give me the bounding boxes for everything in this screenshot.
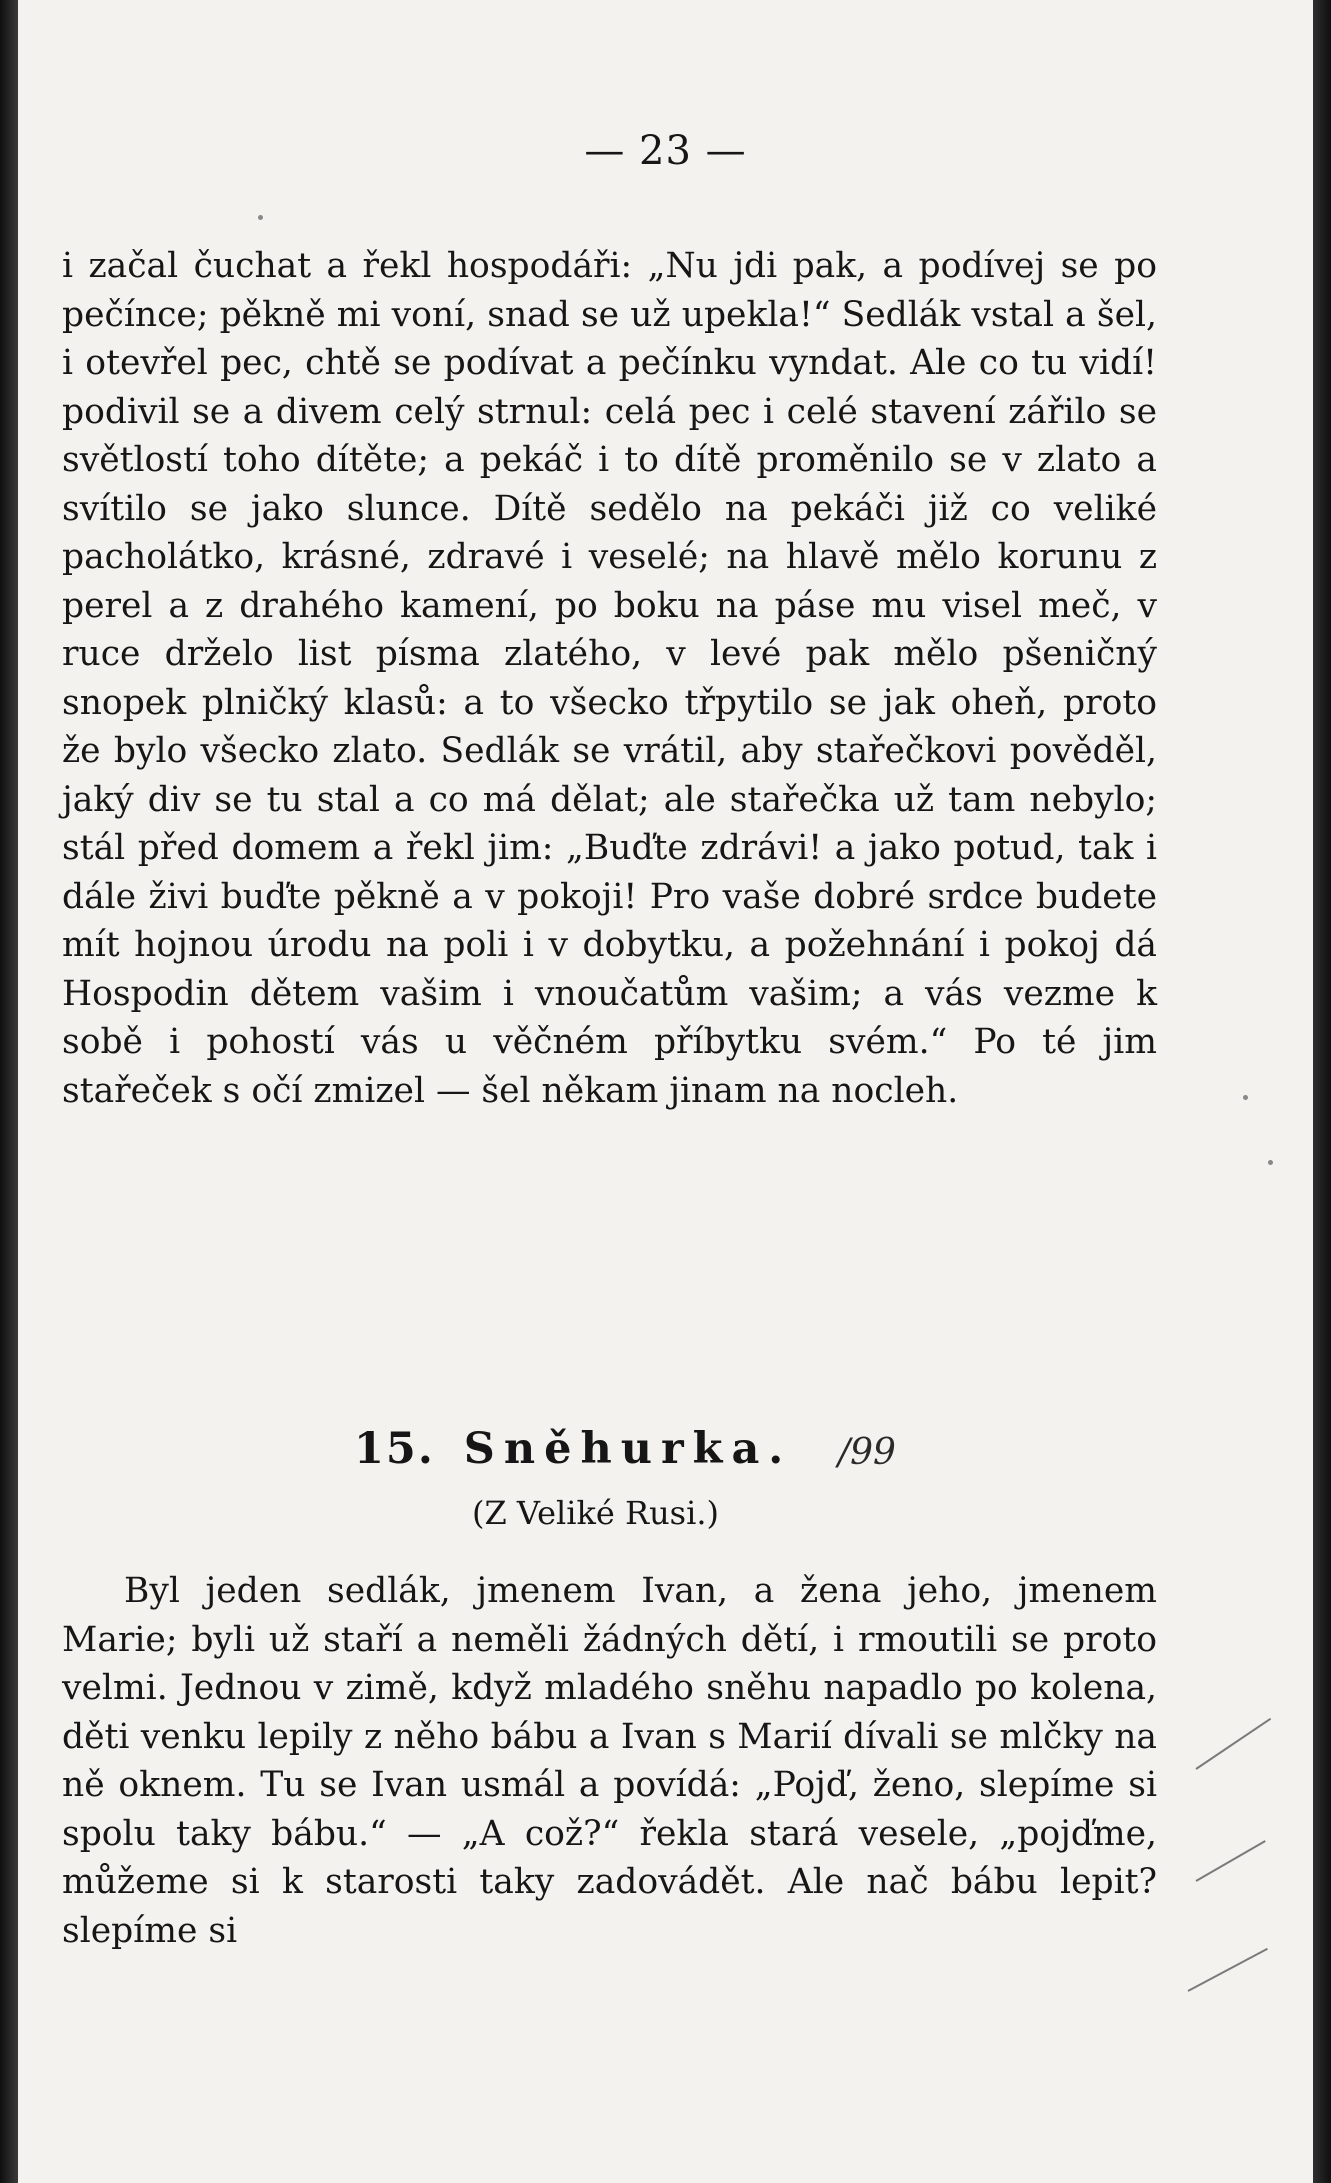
paragraph-continued-story: i začal čuchat a řekl hospodáři: „Nu jdi pak, a podívej se po pečínce; pěkně mi voní, snad se už upekla!“ Sedlák vstal a šel, i otevřel pec, chtě se podívat a pečínku vyndat. Ale co tu vidí! podivil se a divem celý strnul: celá pec i celé stavení zářilo se světlostí toho dítěte; a pekáč i to dítě proměnilo se v zlato a svítilo se jako slunce. Dítě sedělo na pekáči již co veliké pacholátko, krásné, zdravé i veselé; na hlavě mělo korunu z perel a z drahého kamení, po boku na páse mu visel meč, v ruce drželo list písma zlatého, v levé pak mělo pšeničný snopek plničký klasů: a to všecko třpytilo se jak oheň, proto že bylo všecko zlato. Sedlák se vrátil, aby stařečkovi pověděl, jaký div se tu stal a co má dělat; ale stařečka už tam nebylo; stál před domem a řekl jim: „Buďte zdrávi! a jako potud, tak i dále živi buďte pěkně a v pokoji! Pro vaše dobré srdce budete mít hojnou úrodu na poli i v dobytku, a požehnání i pokoj dá Hospodin dětem vašim i vnoučatům vašim; a vás vezme k sobě i pohostí vás u věčném příbytku svém.“ Po té jim stařeček s očí zmizel — šel někam jinam na nocleh.: [62, 246, 1157, 1111]
handwritten-annotation: /99: [838, 1432, 896, 1473]
paragraph-snehurka-start: Byl jeden sedlák, jmenem Ivan, a žena jeho, jmenem Marie; byli už staří a neměli žádných dětí, i rmoutili se proto velmi. Jednou v zimě, když mladého sněhu napadlo po kolena, děti venku lepily z něho bábu a Ivan s Marií dívali se mlčky na ně oknem. Tu se Ivan usmál a povídá: „Pojď, ženo, slepíme si spolu taky bábu.“ — „A což?“ řekla stará vesele, „pojďme, můžeme si k starosti taky zadovádět. Ale nač bábu lepit? slepíme si: [62, 1571, 1157, 1951]
margin-pencil-stroke: [1195, 1718, 1271, 1770]
paper-speck: [258, 215, 263, 220]
scan-right-edge: [1313, 0, 1331, 2183]
margin-pencil-stroke: [1188, 1948, 1268, 1992]
section-subtitle: (Z Veliké Rusi.): [472, 1494, 719, 1532]
book-page: [18, 0, 1313, 2183]
section-title: Sněhurka.: [463, 1424, 793, 1474]
paper-speck: [1268, 1160, 1273, 1165]
margin-pencil-stroke: [1196, 1840, 1266, 1882]
section-heading: [354, 1424, 792, 1474]
paper-speck: [1243, 1095, 1248, 1100]
page-number: — 23 —: [584, 128, 747, 174]
section-number: 15.: [354, 1424, 435, 1474]
scan-left-edge: [0, 0, 18, 2183]
